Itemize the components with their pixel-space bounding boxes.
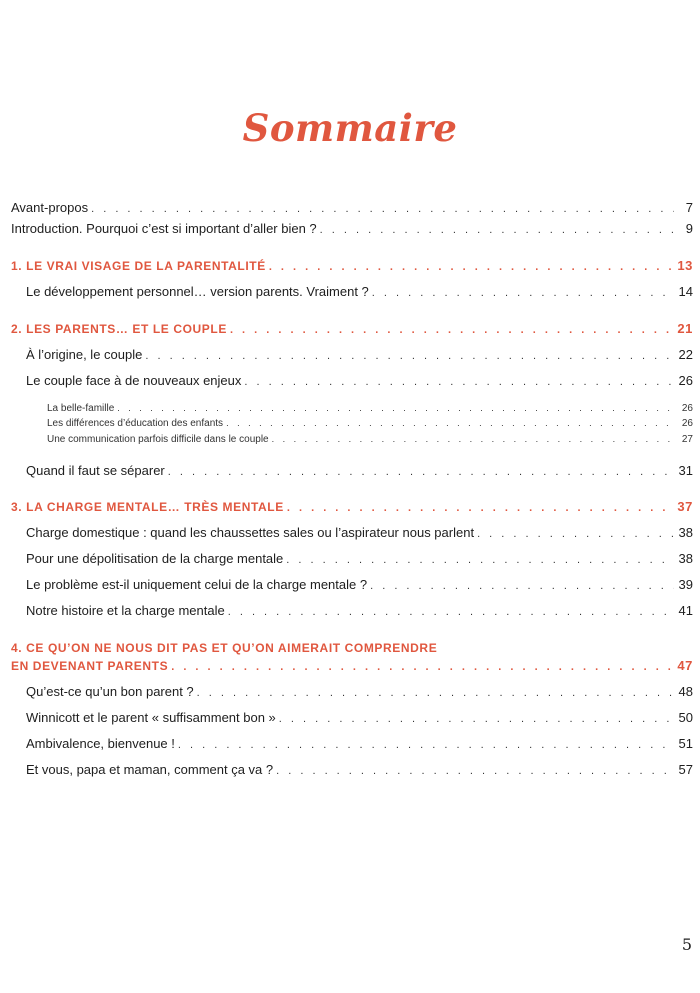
toc-section[interactable] xyxy=(26,282,693,302)
toc-section[interactable] xyxy=(26,682,693,702)
leader-dots xyxy=(168,462,674,482)
chapter-page: 47 xyxy=(677,658,693,673)
toc-section[interactable] xyxy=(26,523,693,543)
toc-section[interactable] xyxy=(26,345,693,365)
toc-chapter-4[interactable] xyxy=(11,656,693,676)
toc-entry-title: Avant-propos xyxy=(11,200,89,215)
leader-dots xyxy=(477,524,674,544)
section-title: Pour une dépolitisation de la charge mentale xyxy=(26,551,284,566)
leader-dots xyxy=(269,257,674,277)
toc-subsection[interactable] xyxy=(47,401,693,416)
section-page: 50 xyxy=(678,710,693,725)
section-page: 31 xyxy=(678,463,693,478)
section-title: Le développement personnel… version parents. Vraiment ? xyxy=(26,284,369,299)
section-title: Notre histoire et la charge mentale xyxy=(26,603,225,618)
leader-dots xyxy=(272,432,674,447)
chapter-page: 13 xyxy=(677,258,693,273)
toc-entry-title: Introduction. Pourquoi c’est si important d’aller bien ? xyxy=(11,221,317,236)
page-number: 5 xyxy=(681,935,692,954)
toc-entry-page: 9 xyxy=(685,221,693,236)
section-page: 57 xyxy=(678,762,693,777)
toc-section[interactable] xyxy=(26,371,693,391)
subsection-title: Les différences d’éducation des enfants xyxy=(47,418,224,429)
section-page: 14 xyxy=(678,284,693,299)
section-page: 41 xyxy=(678,603,693,618)
section-page: 38 xyxy=(678,551,693,566)
section-title: Charge domestique : quand les chaussettes sales ou l’aspirateur nous parlent xyxy=(26,525,475,540)
toc-section[interactable] xyxy=(26,760,693,780)
section-page: 38 xyxy=(678,525,693,540)
leader-dots xyxy=(320,220,674,240)
toc-subsection[interactable] xyxy=(47,432,693,447)
section-page: 22 xyxy=(678,347,693,362)
leader-dots xyxy=(228,602,674,622)
leader-dots xyxy=(145,346,674,366)
section-title: Quand il faut se séparer xyxy=(26,463,165,478)
subsection-page: 26 xyxy=(681,418,693,429)
leader-dots xyxy=(171,657,674,677)
leader-dots xyxy=(287,498,674,518)
section-title: À l’origine, le couple xyxy=(26,347,143,362)
leader-dots xyxy=(230,320,674,340)
section-page: 51 xyxy=(678,736,693,751)
section-page: 26 xyxy=(678,373,693,388)
leader-dots xyxy=(197,683,674,703)
leader-dots xyxy=(370,576,674,596)
chapter-page: 21 xyxy=(677,321,693,336)
leader-dots xyxy=(372,283,674,303)
toc-section[interactable] xyxy=(26,601,693,621)
chapter-page: 37 xyxy=(677,499,693,514)
toc-entry-page: 7 xyxy=(685,200,693,215)
section-title: Le problème est-il uniquement celui de la charge mentale ? xyxy=(26,577,368,592)
toc-section[interactable] xyxy=(26,461,693,481)
leader-dots xyxy=(226,416,674,431)
chapter-title: 3. LA CHARGE MENTALE… TRÈS MENTALE xyxy=(11,500,284,514)
toc-chapter-3[interactable] xyxy=(11,497,693,517)
toc-chapter-4-title-line1[interactable]: 4. CE QU’ON NE NOUS DIT PAS ET QU’ON AIMERAIT COMPRENDRE xyxy=(11,641,438,655)
section-title: Le couple face à de nouveaux enjeux xyxy=(26,373,242,388)
leader-dots xyxy=(276,761,674,781)
leader-dots xyxy=(279,709,674,729)
toc-section[interactable] xyxy=(26,549,693,569)
toc-section[interactable] xyxy=(26,734,693,754)
chapter-title: EN DEVENANT PARENTS xyxy=(11,659,169,673)
toc-section[interactable] xyxy=(26,575,693,595)
page-title: Sommaire xyxy=(242,106,458,150)
section-page: 48 xyxy=(678,684,693,699)
toc-entry-introduction[interactable] xyxy=(11,219,693,239)
subsection-title: La belle-famille xyxy=(47,403,115,414)
section-title: Et vous, papa et maman, comment ça va ? xyxy=(26,762,274,777)
leader-dots xyxy=(244,372,674,392)
section-title: Winnicott et le parent « suffisamment bon » xyxy=(26,710,276,725)
toc-entry-avant-propos[interactable] xyxy=(11,198,693,218)
section-page: 39 xyxy=(678,577,693,592)
section-title: Qu’est-ce qu’un bon parent ? xyxy=(26,684,194,699)
toc-subsection[interactable] xyxy=(47,416,693,431)
subsection-title: Une communication parfois difficile dans le couple xyxy=(47,434,269,445)
leader-dots xyxy=(91,199,674,219)
chapter-title: 2. LES PARENTS… ET LE COUPLE xyxy=(11,322,227,336)
leader-dots xyxy=(286,550,674,570)
toc-chapter-1[interactable] xyxy=(11,256,693,276)
subsection-page: 27 xyxy=(681,434,693,445)
subsection-page: 26 xyxy=(681,403,693,414)
toc-chapter-2[interactable] xyxy=(11,319,693,339)
chapter-title: 1. LE VRAI VISAGE DE LA PARENTALITÉ xyxy=(11,259,266,273)
leader-dots xyxy=(178,735,674,755)
toc-section[interactable] xyxy=(26,708,693,728)
leader-dots xyxy=(117,401,674,416)
section-title: Ambivalence, bienvenue ! xyxy=(26,736,175,751)
